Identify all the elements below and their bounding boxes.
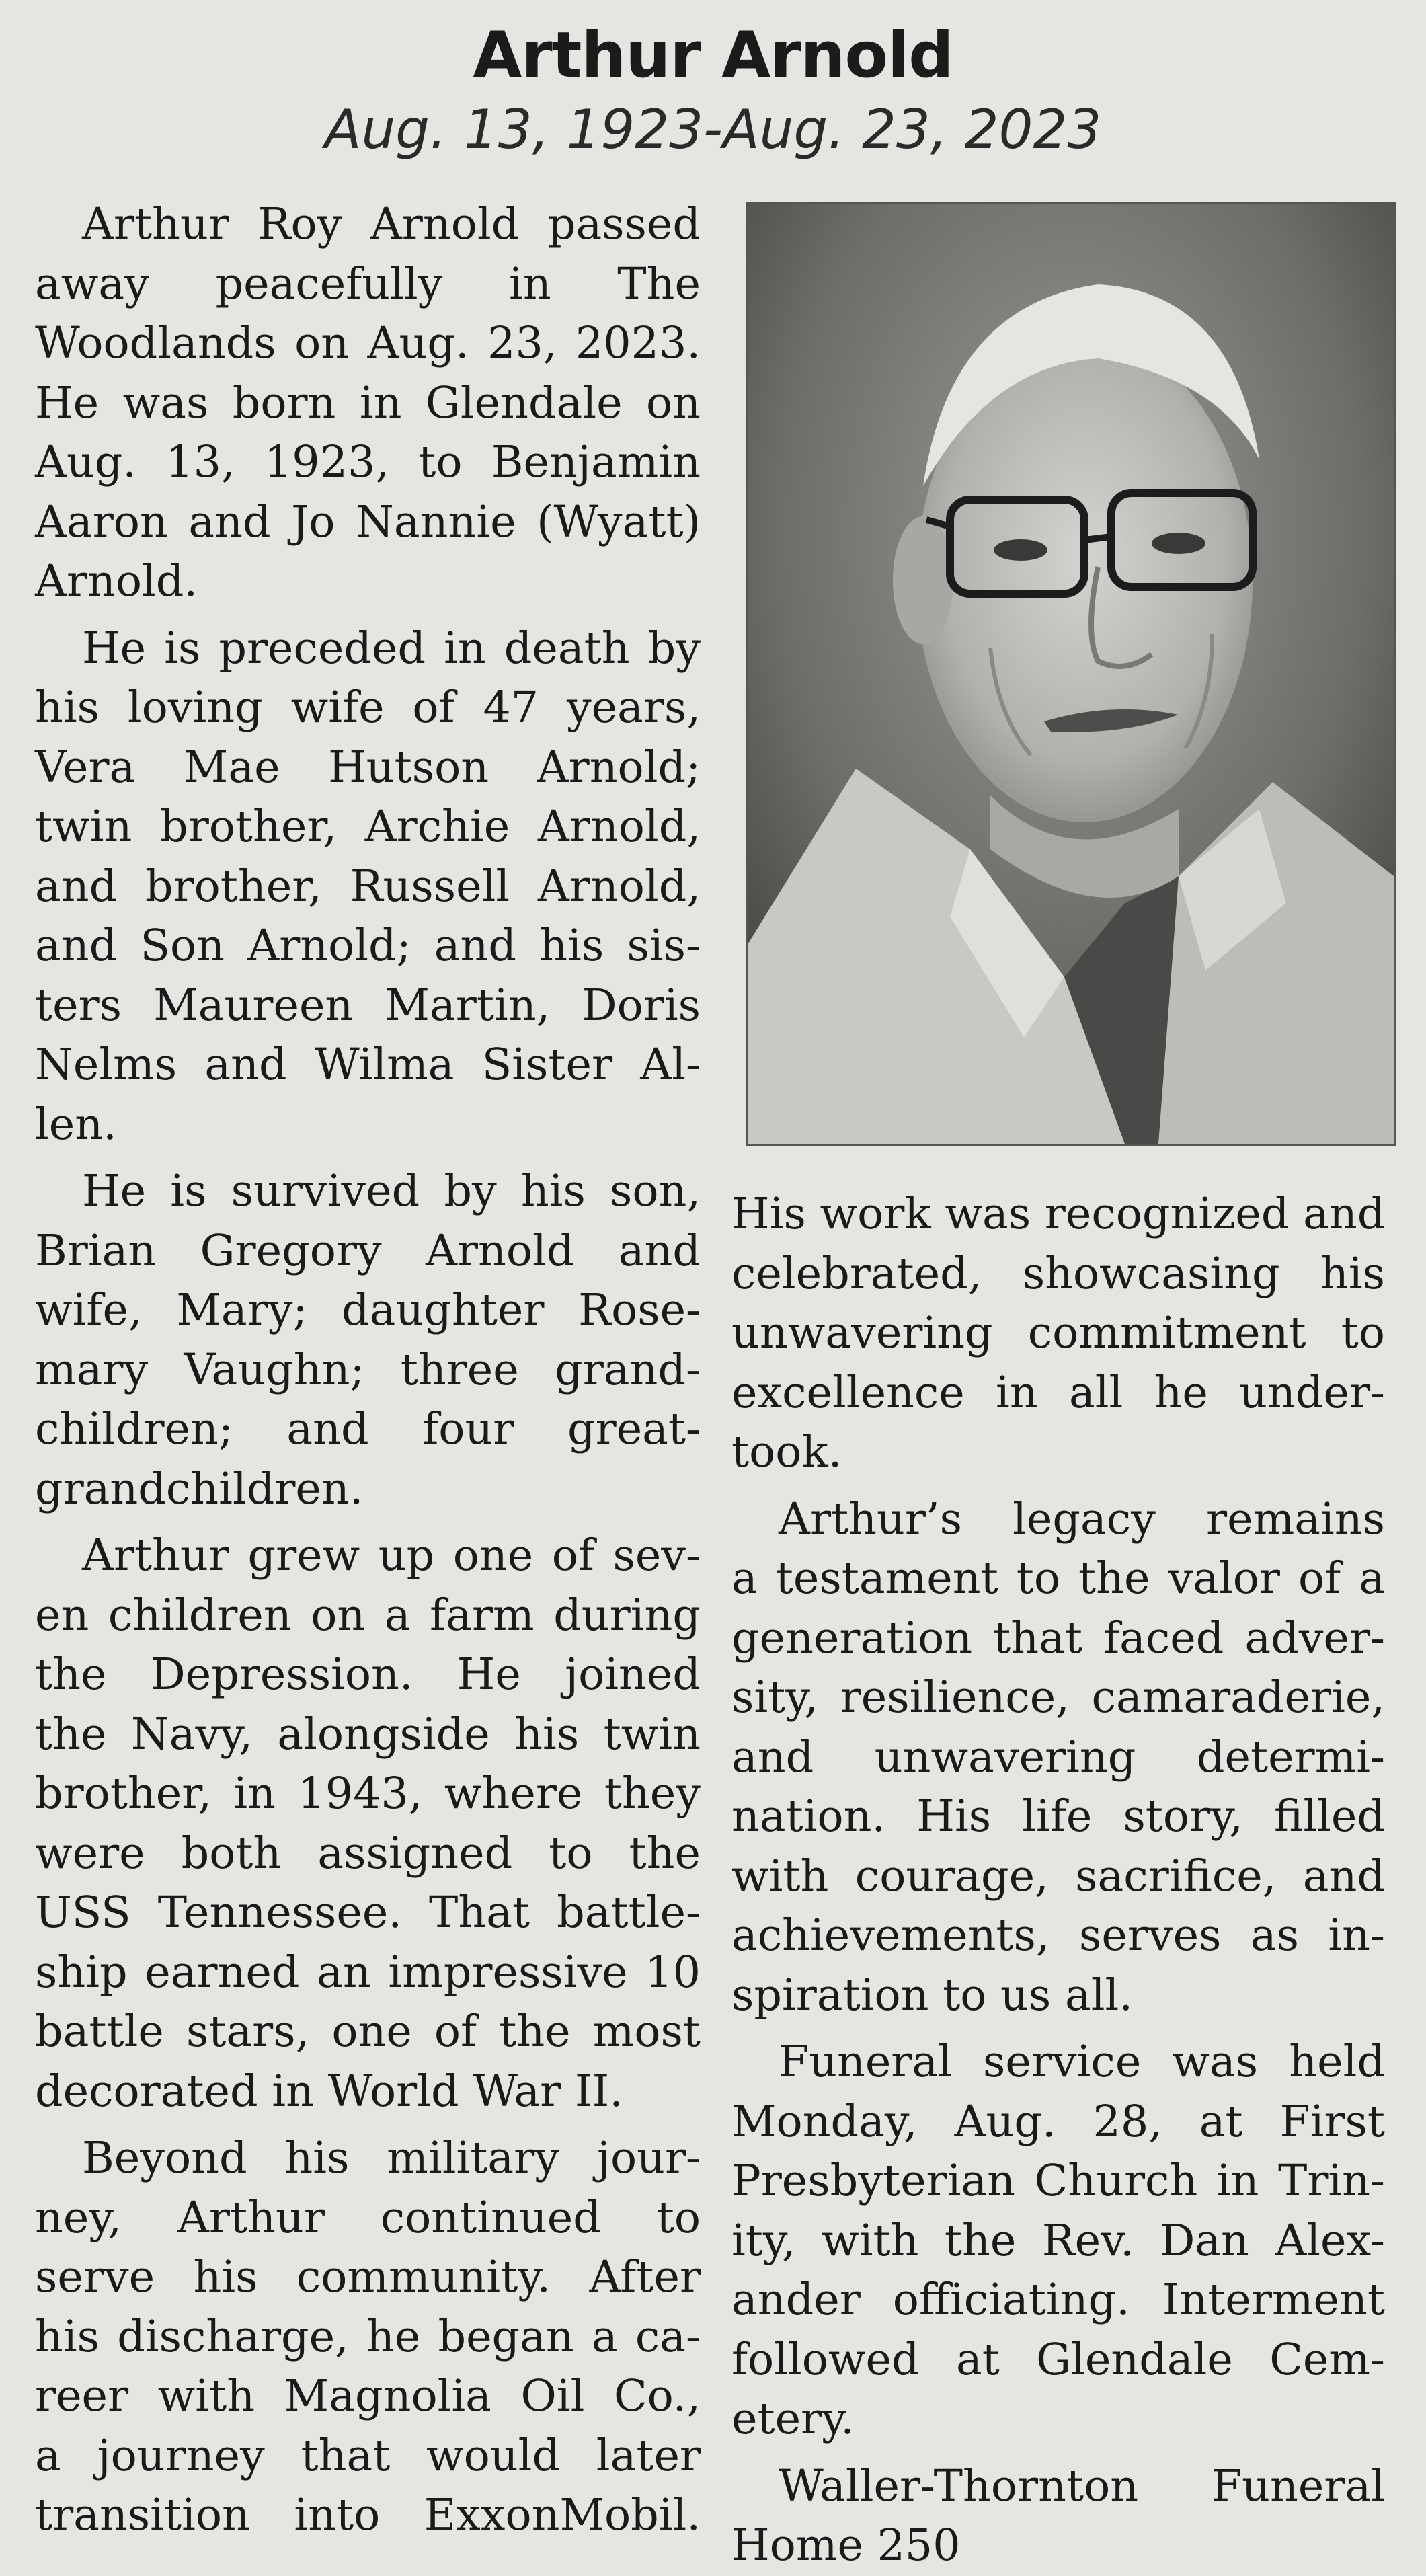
text-line: with courage, sacrifice, and <box>731 1850 1385 1902</box>
left-text-column <box>35 195 701 2546</box>
text-line: Vera Mae Hutson Arnold; <box>35 742 701 793</box>
text-line: Woodlands on Aug. 23, 2023. <box>35 318 701 368</box>
text-line: ship earned an impressive 10 <box>35 1947 701 1998</box>
text-line: en children on a farm during <box>35 1590 701 1641</box>
text-line: unwavering commitment to <box>731 1308 1385 1358</box>
text-line: He is preceded in death by <box>82 623 701 674</box>
text-line: away peacefully in The <box>35 258 701 309</box>
portrait-illustration <box>748 204 1394 1144</box>
text-line: ity, with the Rev. Dan Alex- <box>731 2215 1385 2266</box>
paragraph-gap <box>35 612 701 619</box>
text-line: Home 250 <box>731 2520 961 2571</box>
text-line: len. <box>35 1099 117 1150</box>
text-line: decorated in World War II. <box>35 2066 623 2117</box>
obituary-name: Arthur Arnold <box>473 19 953 92</box>
text-line: celebrated, showcasing his <box>731 1248 1385 1299</box>
text-line: his loving wife of 47 years, <box>35 682 701 733</box>
paragraph-gap <box>35 1155 701 1162</box>
text-line: and Son Arnold; and his sis- <box>35 921 701 971</box>
text-line: a testament to the valor of a <box>731 1553 1385 1604</box>
text-line: Arnold. <box>35 556 198 607</box>
text-line: nation. His life story, filled <box>731 1791 1385 1842</box>
text-line: generation that faced adver- <box>731 1612 1385 1664</box>
text-line: the Depression. He joined <box>35 1649 701 1700</box>
text-line: spiration to us all. <box>731 1969 1133 2021</box>
text-line: his discharge, he began a ca- <box>35 2311 701 2362</box>
text-line: followed at Glendale Cem- <box>731 2334 1385 2385</box>
paragraph-gap <box>35 2121 701 2129</box>
portrait-photo <box>746 202 1396 1146</box>
text-line: serve his community. After <box>35 2252 701 2302</box>
text-line: Beyond his military jour- <box>82 2133 701 2183</box>
text-line: and brother, Russell Arnold, <box>35 861 701 912</box>
text-line: battle stars, one of the most <box>35 2006 701 2057</box>
text-line: excellence in all he under- <box>731 1367 1385 1418</box>
text-line: brother, in 1943, where they <box>35 1768 701 1819</box>
text-line: USS Tennessee. That battle- <box>35 1887 701 1938</box>
text-line: grandchildren. <box>35 1463 364 1514</box>
paragraph-gap <box>731 2025 1385 2033</box>
text-line: ander officiating. Interment <box>731 2275 1385 2325</box>
text-line: were both assigned to the <box>35 1828 701 1879</box>
text-line: took. <box>731 1427 842 1477</box>
text-line: Arthur’s legacy remains <box>779 1493 1385 1545</box>
text-line: etery. <box>731 2394 855 2444</box>
text-line: twin brother, Archie Arnold, <box>35 802 701 852</box>
text-line: He was born in Glendale on <box>35 377 701 428</box>
text-line: Aaron and Jo Nannie (Wyatt) <box>35 496 701 547</box>
text-line: and unwavering determi- <box>731 1731 1385 1783</box>
text-line: Arthur grew up one of sev- <box>82 1530 701 1581</box>
text-line: wife, Mary; daughter Rose- <box>35 1285 701 1335</box>
life-dates: Aug. 13, 1923-Aug. 23, 2023 <box>324 98 1102 161</box>
text-line: children; and four great- <box>35 1404 701 1454</box>
text-line: ney, Arthur continued to <box>35 2192 701 2243</box>
text-line: Brian Gregory Arnold and <box>35 1225 701 1276</box>
text-line: mary Vaughn; three grand- <box>35 1344 701 1395</box>
text-line: ters Maureen Martin, Doris <box>35 980 701 1031</box>
text-line: Presbyterian Church in Trin- <box>731 2156 1385 2206</box>
right-text-column <box>731 1185 1385 2576</box>
paragraph-gap <box>35 1519 701 1526</box>
paragraph-gap <box>731 2450 1385 2457</box>
text-line: Aug. 13, 1923, to Benjamin <box>35 437 701 487</box>
text-line: a journey that would later <box>35 2430 701 2481</box>
text-line: Funeral service was held <box>779 2037 1385 2087</box>
text-line: transition into ExxonMobil. <box>35 2490 701 2540</box>
text-line: Waller-Thornton Funeral <box>779 2460 1385 2511</box>
text-line: the Navy, alongside his twin <box>35 1709 701 1760</box>
text-line: His work was recognized and <box>731 1189 1386 1239</box>
text-line: Monday, Aug. 28, at First <box>731 2096 1385 2147</box>
paragraph-gap <box>731 1483 1385 1490</box>
text-line: Nelms and Wilma Sister Al- <box>35 1040 701 1090</box>
text-line: Arthur Roy Arnold passed <box>82 199 701 249</box>
text-line: achievements, serves as in- <box>731 1910 1385 1961</box>
text-line: He is survived by his son, <box>82 1166 701 1216</box>
text-line: reer with Magnolia Oil Co., <box>35 2371 701 2421</box>
text-line: sity, resilience, camaraderie, <box>731 1672 1385 1723</box>
